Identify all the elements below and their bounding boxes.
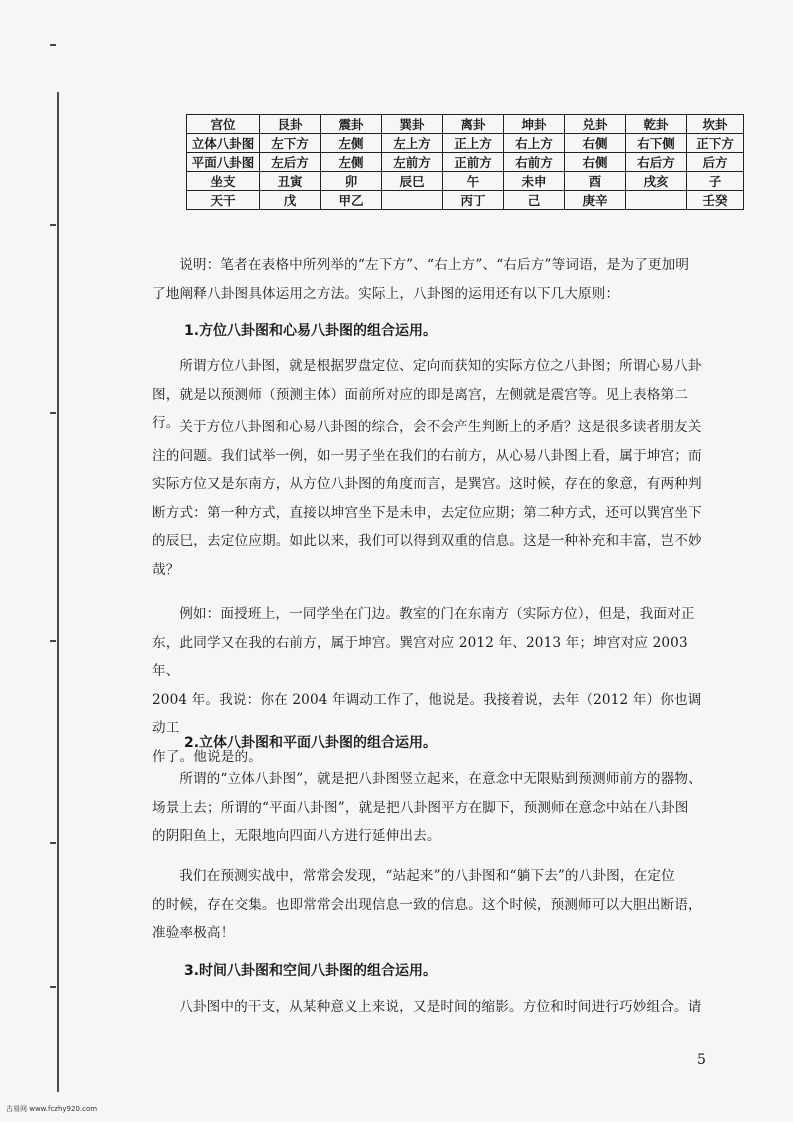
table-cell: 右后方	[626, 153, 687, 172]
table-cell: 左上方	[382, 134, 443, 153]
table-row	[187, 172, 744, 191]
text-line: 所谓方位八卦图，就是根据罗盘定位、定向而获知的实际方位之八卦图；所谓心易八卦	[179, 358, 702, 374]
section-heading-1: 1.方位八卦图和心易八卦图的组合运用。	[184, 323, 438, 339]
table-cell: 右上方	[504, 134, 565, 153]
table-cell: 丑寅	[260, 172, 321, 191]
table-cell: 巽卦	[382, 115, 443, 134]
table-cell	[626, 191, 687, 210]
table-cell: 立体八卦图	[187, 134, 260, 153]
table-cell: 壬癸	[687, 191, 744, 210]
table-cell: 正下方	[687, 134, 744, 153]
text-line: 东，此同学又在我的右前方，属于坤宫。巽宫对应 2012 年、2013 年；坤宫对应 2003 年、	[152, 634, 688, 679]
text-line: 的辰巳，去定位应期。如此以来，我们可以得到双重的信息。这是一种补充和丰富，岂不妙	[152, 533, 702, 549]
scan-mark	[50, 640, 56, 642]
text-line: 作了。他说是的。	[152, 748, 262, 765]
text-line: 所谓的“立体八卦图”，就是把八卦图竖立起来，在意念中无限贴到预测师前方的器物、	[179, 771, 702, 787]
table-cell: 宫位	[187, 115, 260, 134]
text-line: 的时候，存在交集。也即常常会出现信息一致的信息。这个时候，预测师可以大胆出断语，	[152, 896, 702, 913]
table-cell: 左侧	[321, 153, 382, 172]
text-line: 关于方位八卦图和心易八卦图的综合，会不会产生判断上的矛盾？这是很多读者朋友关	[179, 419, 702, 435]
text-line: 哉？	[152, 561, 180, 578]
table-cell: 午	[443, 172, 504, 191]
paragraph-explanation	[152, 251, 712, 308]
table-cell: 卯	[321, 172, 382, 191]
table-row	[187, 153, 744, 172]
table-cell: 酉	[565, 172, 626, 191]
text-line: 2004 年。我说：你在 2004 年调动工作了，他说是。我接着说，去年（2012 年）你也调动工	[152, 691, 702, 736]
table-cell: 戊	[260, 191, 321, 210]
text-line: 了地阐释八卦图具体运用之方法。实际上，八卦图的运用还有以下几大原则：	[152, 285, 620, 302]
scan-mark	[50, 224, 56, 226]
table-cell: 兑卦	[565, 115, 626, 134]
text-line: 我们在预测实战中，常常会发现，“站起来”的八卦图和“躺下去”的八卦图，在定位	[179, 868, 675, 884]
table-cell: 甲乙	[321, 191, 382, 210]
table-cell: 艮卦	[260, 115, 321, 134]
table-cell: 天干	[187, 191, 260, 210]
table-cell: 震卦	[321, 115, 382, 134]
paragraph-example-analysis	[152, 413, 712, 584]
text-line: 的阴阳鱼上，无限地向四面八方进行延伸出去。	[152, 828, 441, 844]
page-number: 5	[697, 1052, 706, 1068]
table-cell: 辰巳	[382, 172, 443, 191]
table-row	[187, 134, 744, 153]
site-watermark: 古易网 www.fczhy920.com	[6, 1105, 98, 1113]
table-cell: 坎卦	[687, 115, 744, 134]
table-cell: 右下侧	[626, 134, 687, 153]
bagua-table	[186, 114, 744, 210]
table-cell: 子	[687, 172, 744, 191]
table-cell: 右侧	[565, 134, 626, 153]
table-cell: 离卦	[443, 115, 504, 134]
table-cell: 乾卦	[626, 115, 687, 134]
table-cell: 正前方	[443, 153, 504, 172]
table-cell: 庚辛	[565, 191, 626, 210]
section-heading-2: 2.立体八卦图和平面八卦图的组合运用。	[184, 735, 438, 751]
table-cell: 右前方	[504, 153, 565, 172]
text-line: 断方式：第一种方式，直接以坤宫坐下是未申，去定位应期；第二种方式，还可以巽宫坐下	[152, 504, 702, 521]
scan-mark	[50, 842, 56, 844]
table-cell: 未申	[504, 172, 565, 191]
table-cell: 左后方	[260, 153, 321, 172]
table-cell: 坤卦	[504, 115, 565, 134]
table-cell: 正上方	[443, 134, 504, 153]
paragraph-practice	[152, 862, 712, 948]
text-line: 图，就是以预测师（预测主体）面前所对应的即是离宫，左侧就是震宫等。见上表格第二行。	[152, 386, 689, 431]
paragraph-3d-plane	[152, 765, 712, 851]
text-line: 准验率极高！	[152, 925, 235, 941]
section-heading-3: 3.时间八卦图和空间八卦图的组合运用。	[184, 963, 438, 979]
table-cell: 左下方	[260, 134, 321, 153]
text-line: 场景上去；所谓的“平面八卦图”，就是把八卦图平方在脚下，预测师在意念中站在八卦图	[152, 799, 689, 816]
text-line: 说明：笔者在表格中所列举的“左下方”、“右上方”、“右后方”等词语，是为了更加明	[179, 257, 690, 273]
text-line: 例如：面授班上，一同学坐在门边。教室的门在东南方（实际方位），但是，我面对正	[179, 606, 695, 622]
text-line: 实际方位又是东南方，从方位八卦图的角度而言，是巽宫。这时候，存在的象意，有两种判	[152, 476, 702, 492]
table-cell: 右侧	[565, 153, 626, 172]
table-cell: 左侧	[321, 134, 382, 153]
table-cell: 戌亥	[626, 172, 687, 191]
table-cell: 左前方	[382, 153, 443, 172]
table-cell: 己	[504, 191, 565, 210]
table-row	[187, 191, 744, 210]
scan-mark	[50, 44, 56, 46]
binding-margin-line	[57, 92, 59, 1092]
scan-mark	[50, 412, 56, 414]
table-cell: 后方	[687, 153, 744, 172]
table-row	[187, 115, 744, 134]
table-cell	[382, 191, 443, 210]
paragraph-time-space	[152, 993, 712, 1022]
table-cell: 坐支	[187, 172, 260, 191]
table-cell: 平面八卦图	[187, 153, 260, 172]
text-line: 八卦图中的干支，从某种意义上来说，又是时间的缩影。方位和时间进行巧妙组合。请	[179, 999, 702, 1015]
scan-mark	[50, 986, 56, 988]
table-cell: 丙丁	[443, 191, 504, 210]
text-line: 注的问题。我们试举一例，如一男子坐在我们的右前方，从心易八卦图上看，属于坤宫；而	[152, 447, 702, 464]
